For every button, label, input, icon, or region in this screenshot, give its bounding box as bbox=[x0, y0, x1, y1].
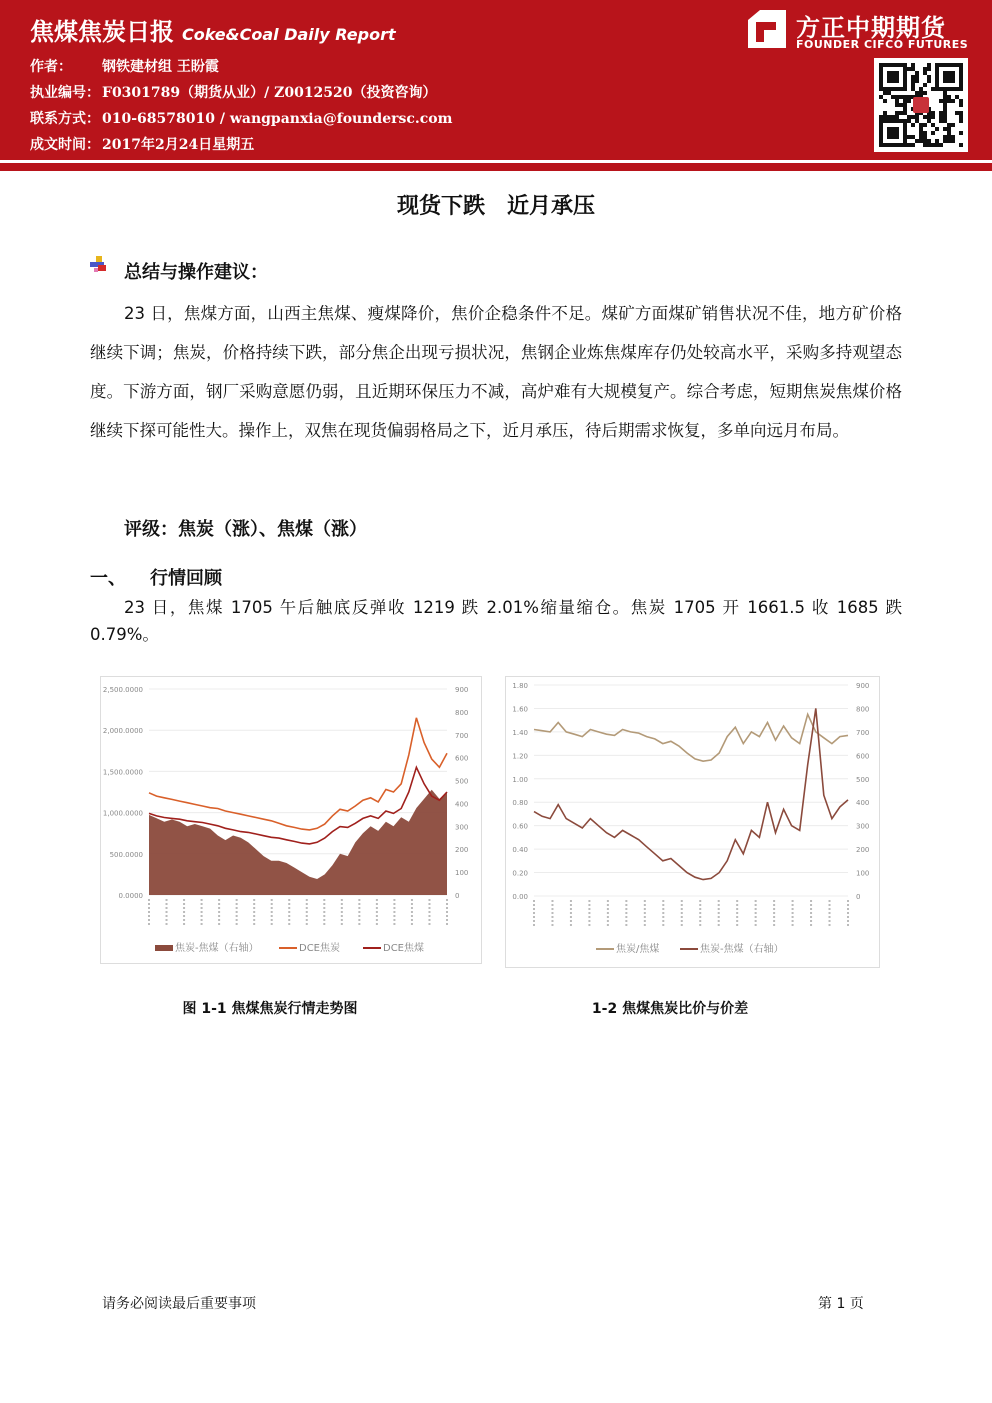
contact-row bbox=[30, 108, 452, 128]
series-line bbox=[534, 708, 848, 879]
document-title: 现货下跌 近月承压 bbox=[396, 194, 595, 219]
right-axis-tick-label: 600 bbox=[856, 752, 870, 761]
summary-paragraph bbox=[90, 294, 902, 450]
legend-label: DCE焦炭 bbox=[299, 943, 341, 954]
left-axis-tick-label: 0.80 bbox=[512, 799, 528, 808]
right-axis-tick-label: 100 bbox=[856, 869, 870, 878]
license-row bbox=[30, 82, 437, 102]
report-title-en: Coke&Coal Daily Report bbox=[182, 25, 396, 44]
figure-1-1-caption: 图 1-1 焦煤焦炭行情走势图 bbox=[182, 1001, 358, 1017]
left-axis-tick-label: 0.00 bbox=[512, 893, 528, 901]
right-axis-tick-label: 200 bbox=[455, 846, 469, 855]
footer-notice: 请务必阅读最后重要事项 bbox=[102, 1296, 256, 1312]
license-label: 执业编号： bbox=[30, 85, 100, 101]
logo-text-cn: 方正中期期货 bbox=[796, 14, 946, 42]
summary-text: 23 日，焦煤方面，山西主焦煤、瘦煤降价，焦价企稳条件不足。煤矿方面煤矿销售状况不佳，地方矿价格继续下调；焦炭，价格持续下跌，部分焦企出现亏损状况，焦钢企业炼焦煤库存仍处较高水平，采购多持观望态度。下游方面，钢厂采购意愿仍弱，且近期环保压力不减，高炉难有大规模复产。综合考虑，短期焦炭焦煤价格继续下探可能性大。操作上，双焦在现货偏弱格局之下，近月承压，待后期需求恢复，多单向远月布局。 bbox=[90, 304, 902, 440]
left-axis-tick-label: 500.0000 bbox=[109, 850, 143, 859]
right-axis-tick-label: 200 bbox=[856, 846, 870, 855]
author-row bbox=[30, 56, 219, 76]
page-number: 第 1 页 bbox=[818, 1296, 864, 1312]
legend-label: 焦炭-焦煤（右轴） bbox=[700, 944, 784, 955]
left-axis-tick-label: 1.60 bbox=[512, 705, 528, 714]
figure-1-2 bbox=[505, 676, 880, 968]
rating: 评级：焦炭（涨）、焦煤（涨） bbox=[124, 519, 367, 540]
logo-mark-icon bbox=[746, 8, 788, 50]
report-title bbox=[30, 12, 396, 47]
section1-text: 23 日，焦煤 1705 午后触底反弹收 1219 跌 2.01%缩量缩仓。焦炭 1705 开 1661.5 收 1685 跌 0.79%。 bbox=[90, 598, 902, 644]
series-line bbox=[534, 714, 848, 761]
date-label: 成文时间： bbox=[30, 137, 100, 153]
legend-label: 焦炭/焦煤 bbox=[616, 944, 660, 955]
left-axis-tick-label: 1,500.0000 bbox=[102, 768, 143, 777]
author-label: 作者： bbox=[30, 59, 72, 75]
report-title-cn: 焦煤焦炭日报 bbox=[30, 18, 174, 46]
left-axis-tick-label: 0.40 bbox=[512, 846, 528, 855]
company-logo bbox=[746, 8, 976, 54]
section1-paragraph bbox=[90, 594, 902, 648]
figure-1-2-caption: 1-2 焦煤焦炭比价与价差 bbox=[591, 1001, 749, 1017]
contact-value: 010-68578010 / wangpanxia@foundersc.com bbox=[102, 111, 453, 127]
right-axis-tick-label: 100 bbox=[455, 869, 469, 878]
chart-ratio-spread bbox=[506, 677, 879, 967]
date-value: 2017年2月24日星期五 bbox=[102, 137, 255, 153]
right-axis-tick-label: 500 bbox=[455, 777, 469, 786]
chart-price-trend bbox=[101, 677, 481, 963]
header-divider bbox=[0, 163, 992, 171]
right-axis-tick-label: 900 bbox=[455, 686, 469, 694]
date-row bbox=[30, 134, 254, 154]
right-axis-tick-label: 700 bbox=[455, 731, 469, 740]
right-axis-tick-label: 800 bbox=[455, 708, 469, 717]
section-bullet-icon bbox=[90, 256, 110, 276]
right-axis-tick-label: 700 bbox=[856, 728, 870, 737]
legend-label: DCE焦煤 bbox=[383, 943, 425, 954]
left-axis-tick-label: 0.20 bbox=[512, 869, 528, 878]
right-axis-tick-label: 300 bbox=[455, 823, 469, 832]
left-axis-tick-label: 2,000.0000 bbox=[102, 727, 143, 736]
right-axis-tick-label: 600 bbox=[455, 754, 469, 763]
qr-code-icon bbox=[879, 63, 963, 147]
left-axis-tick-label: 1.80 bbox=[512, 682, 528, 690]
legend-swatch bbox=[155, 945, 173, 951]
license-value: F0301789（期货从业）/ Z0012520（投资咨询） bbox=[102, 85, 437, 101]
section1-number: 一、 bbox=[90, 568, 126, 589]
left-axis-tick-label: 1.40 bbox=[512, 728, 528, 737]
contact-label: 联系方式： bbox=[30, 111, 100, 127]
right-axis-tick-label: 800 bbox=[856, 705, 870, 714]
left-axis-tick-label: 0.0000 bbox=[118, 892, 143, 900]
right-axis-tick-label: 300 bbox=[856, 822, 870, 831]
right-axis-tick-label: 0 bbox=[856, 893, 861, 901]
right-axis-tick-label: 0 bbox=[455, 892, 460, 900]
right-axis-tick-label: 400 bbox=[856, 799, 870, 808]
left-axis-tick-label: 1,000.0000 bbox=[102, 809, 143, 818]
left-axis-tick-label: 1.20 bbox=[512, 752, 528, 761]
section1-title: 行情回顾 bbox=[150, 568, 222, 589]
summary-heading: 总结与操作建议： bbox=[124, 262, 268, 283]
right-axis-tick-label: 500 bbox=[856, 775, 870, 784]
left-axis-tick-label: 1.00 bbox=[512, 775, 528, 784]
left-axis-tick-label: 2,500.0000 bbox=[102, 686, 143, 694]
author-value: 钢铁建材组 王盼霞 bbox=[102, 59, 219, 75]
logo-text-en: FOUNDER CIFCO FUTURES bbox=[796, 38, 969, 51]
figure-1-1 bbox=[100, 676, 482, 964]
qr-code bbox=[874, 58, 968, 152]
legend-label: 焦炭-焦煤（右轴） bbox=[175, 943, 259, 954]
left-axis-tick-label: 0.60 bbox=[512, 822, 528, 831]
right-axis-tick-label: 900 bbox=[856, 682, 870, 690]
right-axis-tick-label: 400 bbox=[455, 800, 469, 809]
report-header bbox=[0, 0, 992, 160]
